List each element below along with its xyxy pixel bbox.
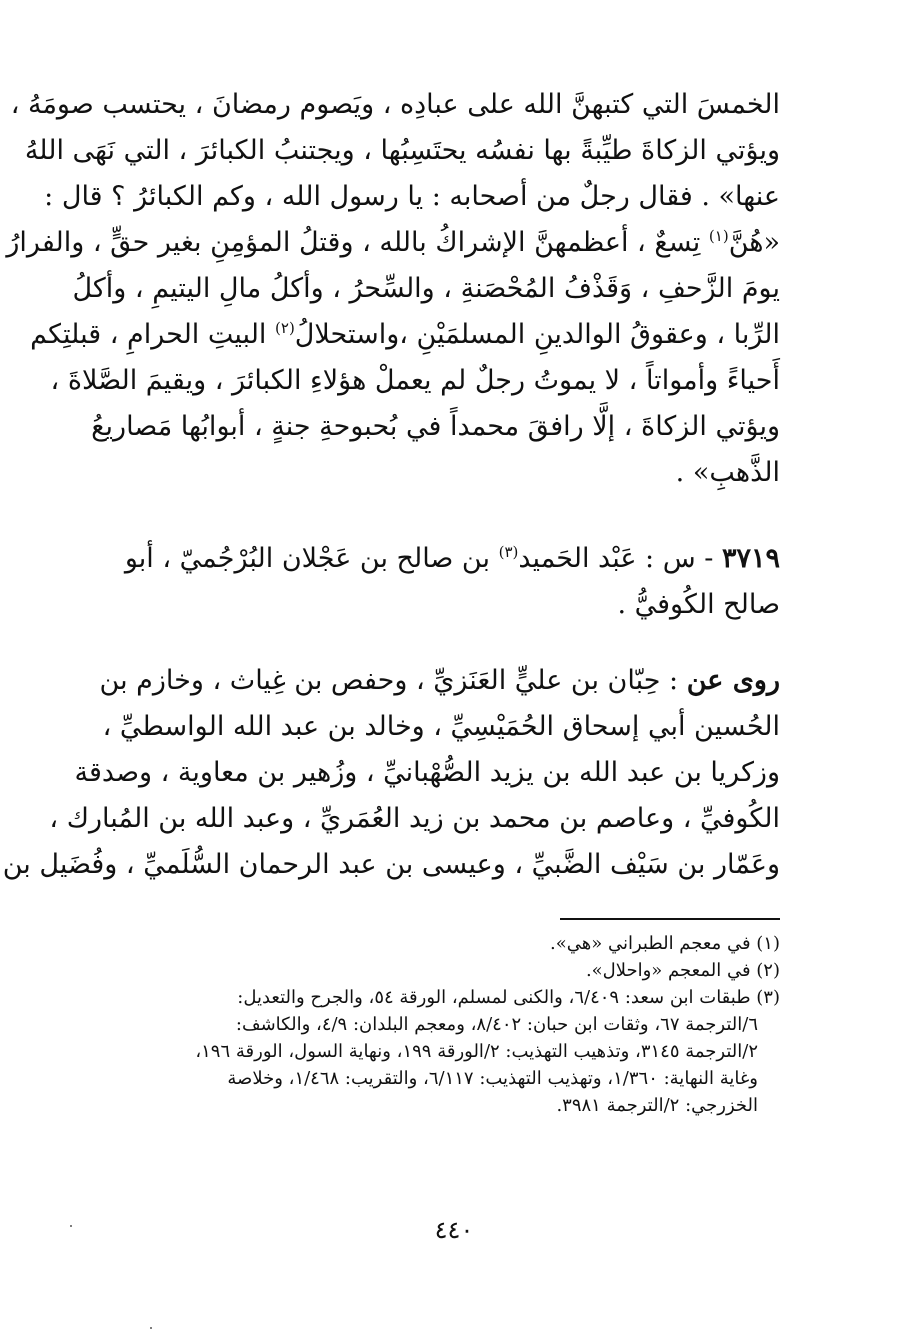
text-line: صالح الكُوفيُّ . [617,589,780,620]
narrators-paragraph [2,658,780,888]
footnote-separator [560,918,780,920]
footnote-ref-2: (٢) [275,319,295,337]
text-line: الكُوفيِّ ، وعاصم بن محمد بن زيد العُمَريِّ ، وعبد الله بن المُبارك ، [49,803,780,834]
text-line [30,312,780,358]
text-fragment: الرِّبا ، وعقوقُ الوالدينِ المسلمَيْنِ ،واستحلالُ [294,319,780,350]
text-line: عنها» . فقال رجلٌ من أصحابه : يا رسول الله ، وكم الكبائرُ ؟ قال : [44,181,780,212]
text-line [68,536,780,582]
text-fragment: : حِبّان بن عليٍّ العَنَزيِّ ، وحفص بن غِياث ، وخازم بن [99,665,687,696]
scan-speck [70,1225,72,1227]
footnote-3-continued: الخزرجي: ٢/الترجمة ٣٩٨١. [556,1095,758,1116]
footnote-3-continued: وغاية النهاية: ١/٣٦٠، وتهذيب التهذيب: ٦/١١٧، والتقريب: ١/٤٦٨، وخلاصة [227,1068,758,1089]
text-line [6,220,780,266]
text-line [68,658,780,704]
section-label: روى عن [686,665,780,696]
text-fragment: البيتِ الحرامِ ، قبلتِكم [30,319,276,350]
text-line: وزكريا بن عبد الله بن يزيد الصُّهْبانيِّ ، وزُهير بن معاوية ، وصدقة [74,757,780,788]
text-fragment: تِسعٌ ، أعظمهنَّ الإشراكُ بالله ، وقتلُ المؤمِنِ بغير حقٍّ ، والفرارُ [6,227,709,258]
entry-number: ٣٧١٩ [721,543,780,574]
footnote-2: (٢) في المعجم «واحلال». [585,960,780,981]
text-line: ويؤتي الزكاةَ طيِّبةً بها نفسُه يحتَسِبُها ، ويجتنبُ الكبائرَ ، التي نَهَى اللهُ [24,135,780,166]
text-line: ويؤتي الزكاةَ ، إلَّا رافقَ محمداً في بُحبوحةِ جنةٍ ، أبوابُها مَصاريعُ [91,411,780,442]
text-line: الحُسين أبي إسحاق الحُمَيْسِيِّ ، وخالد بن عبد الله الواسطيِّ ، [102,711,780,742]
text-fragment: «هُنَّ [728,227,780,258]
text-line: أَحياءً وأمواتاً ، لا يموتُ رجلٌ لم يعملْ هؤلاءِ الكبائرَ ، ويقيمَ الصَّلاةَ ، [50,365,780,396]
scan-speck [150,1327,152,1329]
footnotes [72,930,780,1119]
entry-heading [68,536,780,628]
footnote-ref-3: (٣) [498,543,519,561]
text-line: وعَمّار بن سَيْف الضَّبيِّ ، وعيسى بن عبد الرحمان السُّلَميِّ ، وفُضَيل بن [2,849,780,880]
footnote-3-continued: ٢/الترجمة ٣١٤٥، وتذهيب التهذيب: ٢/الورقة ١٩٩، ونهاية السول، الورقة ١٩٦، [195,1041,758,1062]
hadith-paragraph [6,82,780,496]
page-number: ٤٤٠ [434,1216,474,1244]
text-fragment: - س : عَبْد الحَميد [518,543,722,574]
text-line: الخمسَ التي كتبهنَّ الله على عبادِه ، ويَصوم رمضانَ ، يحتسب صومَهُ ، [10,89,780,120]
footnote-3-continued: ٦/الترجمة ٦٧، وثقات ابن حبان: ٨/٤٠٢، ومعجم البلدان: ٤/٩، والكاشف: [235,1014,758,1035]
text-fragment: بن صالح بن عَجْلان البُرْجُميّ ، أبو [124,543,499,574]
footnote-3: (٣) طبقات ابن سعد: ٦/٤٠٩، والكنى لمسلم، الورقة ٥٤، والجرح والتعديل: [237,987,780,1008]
footnote-1: (١) في معجم الطبراني «هي». [549,933,780,954]
text-line: يومَ الزَّحفِ ، وَقَذْفُ المُحْصَنةِ ، والسِّحرُ ، وأكلُ مالِ اليتيمِ ، وأكلُ [72,273,780,304]
footnote-ref-1: (١) [708,227,729,245]
text-line: الذَّهبِ» . [675,457,780,488]
